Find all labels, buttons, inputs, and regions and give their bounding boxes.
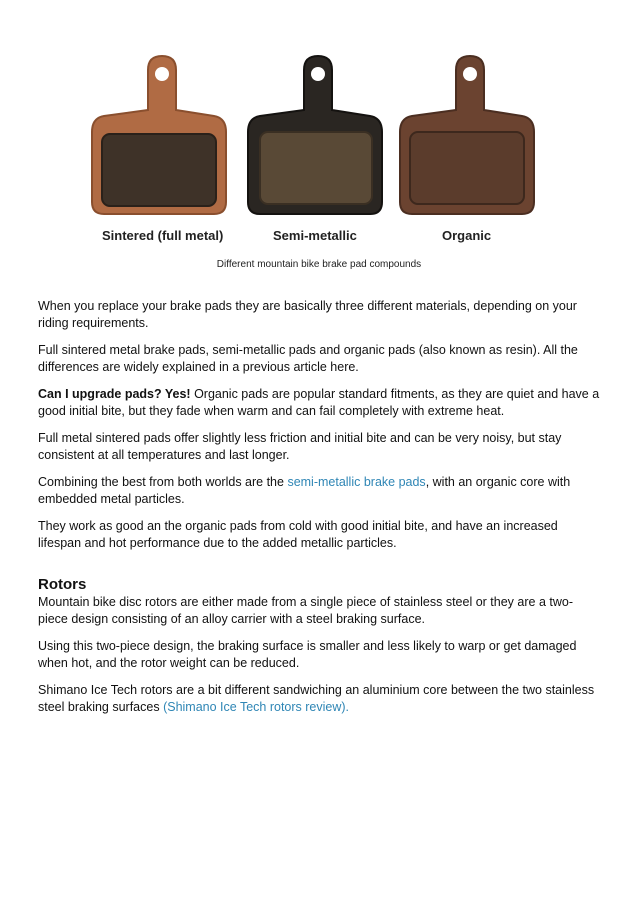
article-body	[38, 298, 600, 726]
brake-pad-figure	[80, 40, 556, 250]
paragraph-materials: Full sintered metal brake pads, semi-metallic pads and organic pads (also known as resin). All the differences are widely explained in a previous article here.	[38, 343, 578, 374]
semi-metallic-label: Semi-metallic	[273, 228, 357, 243]
sintered-pad-image	[90, 52, 230, 222]
ice-tech-review-link[interactable]: (Shimano Ice Tech rotors review).	[163, 700, 350, 714]
sintered-label: Sintered (full metal)	[102, 228, 224, 243]
paragraph-upgrade	[38, 386, 600, 420]
figure-caption: Different mountain bike brake pad compounds	[216, 259, 422, 270]
semi-metallic-pad-image	[246, 52, 386, 222]
ice-tech-text: Shimano Ice Tech rotors are a bit different sandwiching an aluminium core between the two stainless steel braking surfaces	[38, 683, 595, 714]
paragraph-combining	[38, 474, 600, 508]
upgrade-answer: Organic pads are popular standard fitments, as they are quiet and have a good initial bite, but they fade when warm and can fail completely with extreme heat.	[38, 387, 600, 418]
organic-label: Organic	[442, 228, 492, 243]
combining-text: Combining the best from both worlds are the	[38, 475, 288, 489]
paragraph-rotors-two-piece: Using this two-piece design, the braking surface is smaller and less likely to warp or get damaged when hot, and the rotor weight can be reduced.	[38, 639, 577, 670]
paragraph-ice-tech	[38, 682, 600, 716]
organic-pad-image	[398, 52, 538, 222]
combining-text-end: , with an organic core with embedded metal particles.	[38, 475, 571, 506]
semi-metallic-link[interactable]: semi-metallic brake pads	[287, 475, 426, 489]
paragraph-performance: They work as good an the organic pads from cold with good initial bite, and have an increased lifespan and hot performance due to the added metallic particles.	[38, 519, 558, 550]
paragraph-rotors-types: Mountain bike disc rotors are either made from a single piece of stainless steel or they are a two-piece design consisting of an alloy carrier with a steel braking surface.	[38, 595, 573, 626]
paragraph-sintered: Full metal sintered pads offer slightly less friction and initial bite and can be very noisy, but stay consistent at all temperatures and last longer.	[38, 431, 562, 462]
upgrade-question: Can I upgrade pads? Yes!	[38, 387, 191, 401]
rotors-heading: Rotors	[38, 576, 87, 593]
paragraph-intro: When you replace your brake pads they are basically three different materials, depending on your riding requirements.	[38, 299, 577, 330]
